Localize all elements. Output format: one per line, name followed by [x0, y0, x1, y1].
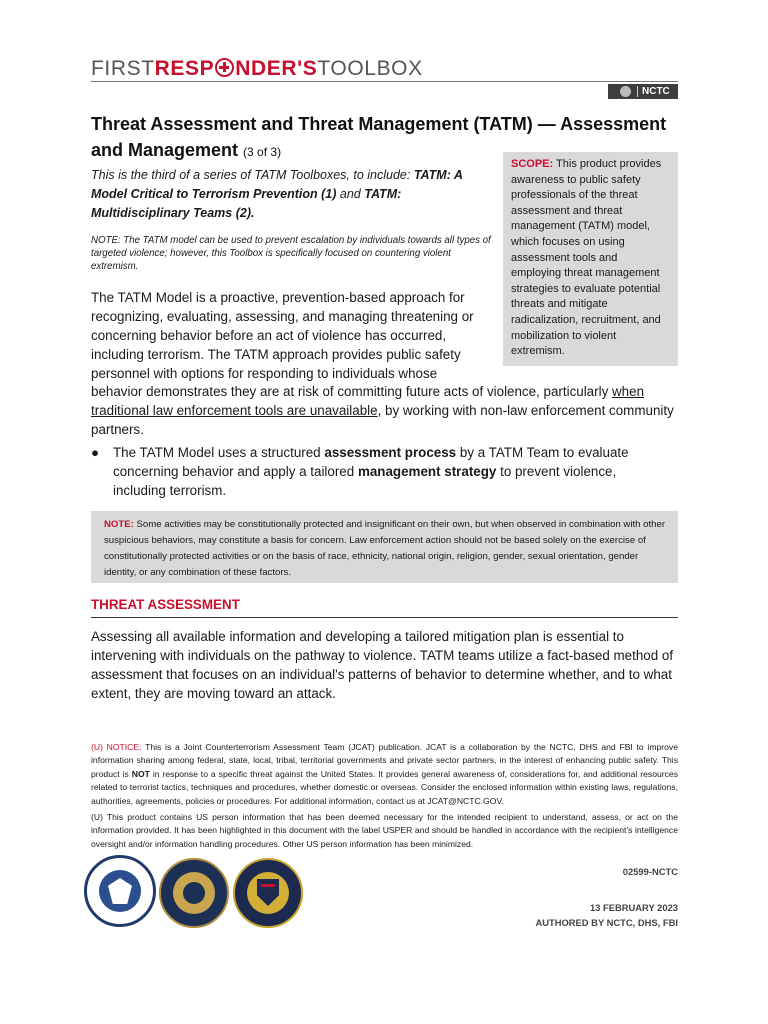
note-label: NOTE: [104, 519, 134, 530]
intro-joiner: and [339, 187, 361, 201]
logo-responders-b: NDER'S [235, 57, 318, 80]
bullet-t3: to prevent violence, including terrorism. [113, 464, 617, 498]
notice-disclaimer [91, 741, 678, 808]
document-reference: 02599-NCTC [622, 866, 678, 877]
para-underlined: when traditional law enforcement tools are unavailable [91, 384, 645, 418]
badge-separator [637, 86, 638, 97]
note-box [91, 511, 678, 583]
note-text: Some activities may be constitutionally protected and insignificant on their own, but when observed in combination with other suspicious behaviors, may constitute a basis for concern. Law enforcement action should not be based solely on the exercise of constitutionally protected activities or on the basis of race, ethnicity, national origin, religion, gender, sexual orientation, gender identity, or any combination of these factors. [104, 519, 666, 578]
model-note: NOTE: The TATM model can be used to prevent escalation by individuals towards all types of targeted violence; however, this Toolbox is specifically focused on countering violent extremism. [91, 235, 491, 272]
scope-text: This product provides awareness to public safety professionals of the threat assessment and threat management (TATM) model, which focuses on using assessment tools and employing threat management strategies to evaluate potential threats and mitigate radicalization, recruitment, and mobilization to violent extremism. [511, 158, 662, 358]
series-intro [91, 166, 493, 223]
nctc-label: NCTC [642, 86, 670, 97]
intro-ref-2: TATM: Multidisciplinary Teams (2). [91, 187, 402, 220]
fbi-stripe [261, 884, 275, 887]
paragraph-intro-b [91, 382, 681, 439]
nctc-seal-core [183, 882, 205, 904]
scope-label: SCOPE: [511, 158, 554, 170]
bullet-b1: assessment process [324, 445, 457, 460]
title-part: (3 of 3) [243, 145, 282, 159]
notice-not: NOT [131, 768, 150, 779]
section-heading-threat-assessment: THREAT ASSESSMENT [91, 597, 678, 618]
paragraph-intro-a: The TATM Model is a proactive, prevention-based approach for recognizing, evaluating, assessing, and managing threatening or concerning behavior before an act of violence has occurred, including terrorism. The TATM approach provides public safety personnel with options for responding to individuals whose [91, 290, 474, 381]
logo-first: FIRST [91, 57, 155, 80]
notice-label: (U) NOTICE: [91, 742, 142, 752]
globe-icon [620, 86, 631, 97]
intro-lead: This is the third of a series of TATM Toolboxes, to include: [91, 168, 411, 182]
bullet-text [113, 443, 661, 500]
dhs-seal-icon [84, 855, 156, 927]
intro-ref-1: TATM: A Model Critical to Terrorism Prevention (1) [91, 168, 463, 201]
nctc-seal-icon [159, 858, 229, 928]
authors: AUTHORED BY NCTC, DHS, FBI [535, 917, 678, 928]
para-text-c: , by working with non-law enforcement community partners. [91, 403, 674, 437]
nctc-badge [608, 84, 678, 99]
fbi-seal-icon [233, 858, 303, 928]
scope-box [503, 152, 678, 366]
notice-text-2: in response to a specific threat against the United States. It provides general awareness of, considerations for, and additional resources related to terrorist tactics, techniques and procedures, whether domestic or overseas. Consider the enclosed information within existing laws, regulations, authorities, agreements, policies or procedures. For additional information, contact us at JCAT@NCTC.GOV. [91, 768, 679, 806]
medical-cross-icon [215, 58, 234, 77]
title-main: Threat Assessment and Threat Management (TATM) — Assessment and Management [91, 114, 667, 160]
section-paragraph: Assessing all available information and developing a tailored mitigation plan is essential to intervening with individuals on the pathway to violence. TATM teams utilize a fact-based method of assessment that focuses on an individual's patterns of behavior to determine whether, and to what extent, they are moving toward an attack. [91, 629, 674, 701]
bullet-icon: ● [91, 445, 100, 460]
usper-disclaimer: (U) This product contains US person information that has been deemed necessary for the intended recipient to understand, assess, or act on the information provided. It has been highlighted in this document with the label USPER and should be handled in accordance with the recipient's intelligence oversight and/or information handling procedures. Other US person information has been minimized. [91, 812, 678, 849]
para-text-b: behavior demonstrates they are at risk of committing future acts of violence, particularly [91, 384, 609, 399]
publication-date: 13 FEBRUARY 2023 [589, 902, 678, 913]
bullet-t1: The TATM Model uses a structured [113, 445, 321, 460]
header-divider [91, 81, 678, 82]
first-responders-toolbox-logo [91, 56, 423, 82]
logo-responders-a: RESP [154, 57, 215, 80]
footer-date-authors [480, 900, 678, 930]
bullet-b2: management strategy [357, 464, 497, 479]
notice-text-1: This is a Joint Counterterrorism Assessment Team (JCAT) publication. JCAT is a collaboration by the NCTC, DHS and FBI to improve information sharing among federal, state, local, tribal, territorial governments and private sector partners, in the interest of enhancing public safety. This product is [91, 742, 678, 779]
bullet-t2: by a TATM Team to evaluate concerning behavior and apply a tailored [113, 445, 629, 479]
logo-toolbox: TOOLBOX [317, 57, 423, 80]
